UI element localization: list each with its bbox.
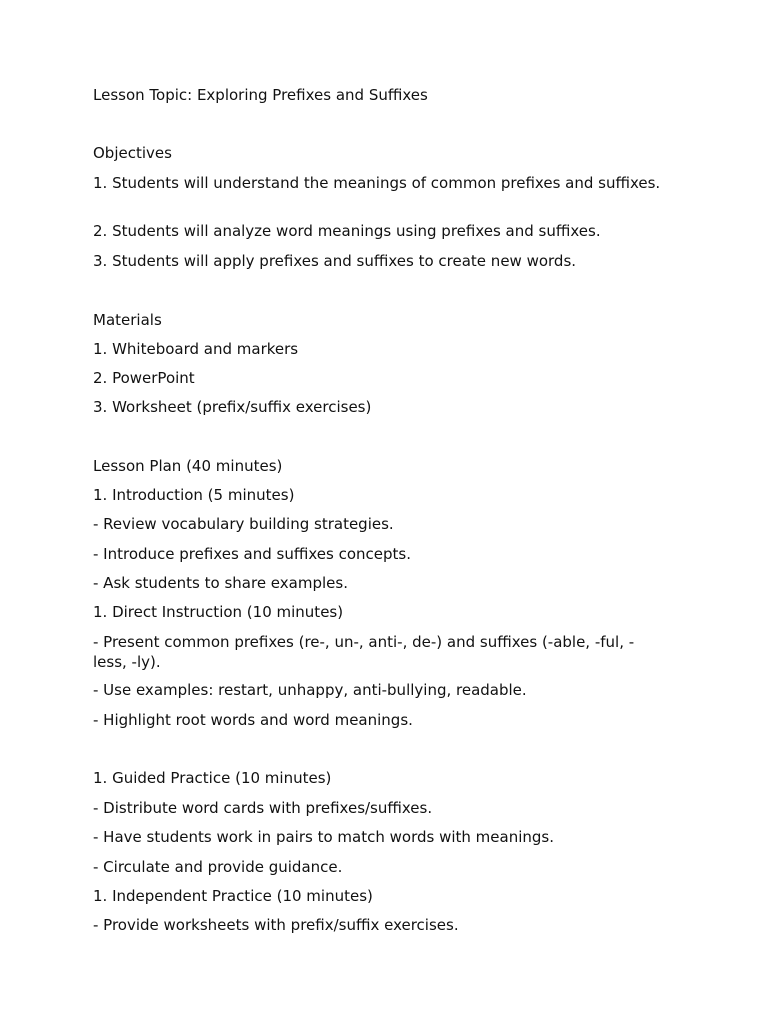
direct-instruction-heading: 1. Direct Instruction (10 minutes) — [93, 603, 344, 621]
introduction-item: - Introduce prefixes and suffixes concepts. — [93, 545, 411, 563]
direct-instruction-item: - Present common prefixes (re-, un-, anti-, de-) and suffixes (-able, -ful, -less, -ly). — [93, 633, 635, 671]
direct-instruction-item: - Use examples: restart, unhappy, anti-bullying, readable. — [93, 681, 527, 699]
guided-practice-heading: 1. Guided Practice (10 minutes) — [93, 769, 332, 787]
objectives-heading: Objectives — [93, 144, 172, 162]
material-item: 3. Worksheet (prefix/suffix exercises) — [93, 398, 372, 416]
lesson-plan-heading: Lesson Plan (40 minutes) — [93, 457, 283, 475]
material-item: 1. Whiteboard and markers — [93, 340, 299, 358]
introduction-heading: 1. Introduction (5 minutes) — [93, 486, 295, 504]
guided-practice-item: - Circulate and provide guidance. — [93, 858, 343, 876]
material-item: 2. PowerPoint — [93, 369, 195, 387]
introduction-item: - Ask students to share examples. — [93, 574, 348, 592]
introduction-item: - Review vocabulary building strategies. — [93, 515, 394, 533]
direct-instruction-item: - Highlight root words and word meanings. — [93, 711, 413, 729]
independent-practice-item: - Provide worksheets with prefix/suffix exercises. — [93, 916, 459, 934]
guided-practice-item: - Distribute word cards with prefixes/suffixes. — [93, 799, 433, 817]
lesson-title: Lesson Topic: Exploring Prefixes and Suffixes — [93, 86, 428, 104]
objective-item: 2. Students will analyze word meanings using prefixes and suffixes. — [93, 222, 601, 240]
independent-practice-heading: 1. Independent Practice (10 minutes) — [93, 887, 373, 905]
objective-item: 3. Students will apply prefixes and suffixes to create new words. — [93, 252, 577, 270]
guided-practice-item: - Have students work in pairs to match words with meanings. — [93, 828, 554, 846]
objective-item: 1. Students will understand the meanings of common prefixes and suffixes. — [93, 174, 661, 192]
materials-heading: Materials — [93, 311, 162, 329]
